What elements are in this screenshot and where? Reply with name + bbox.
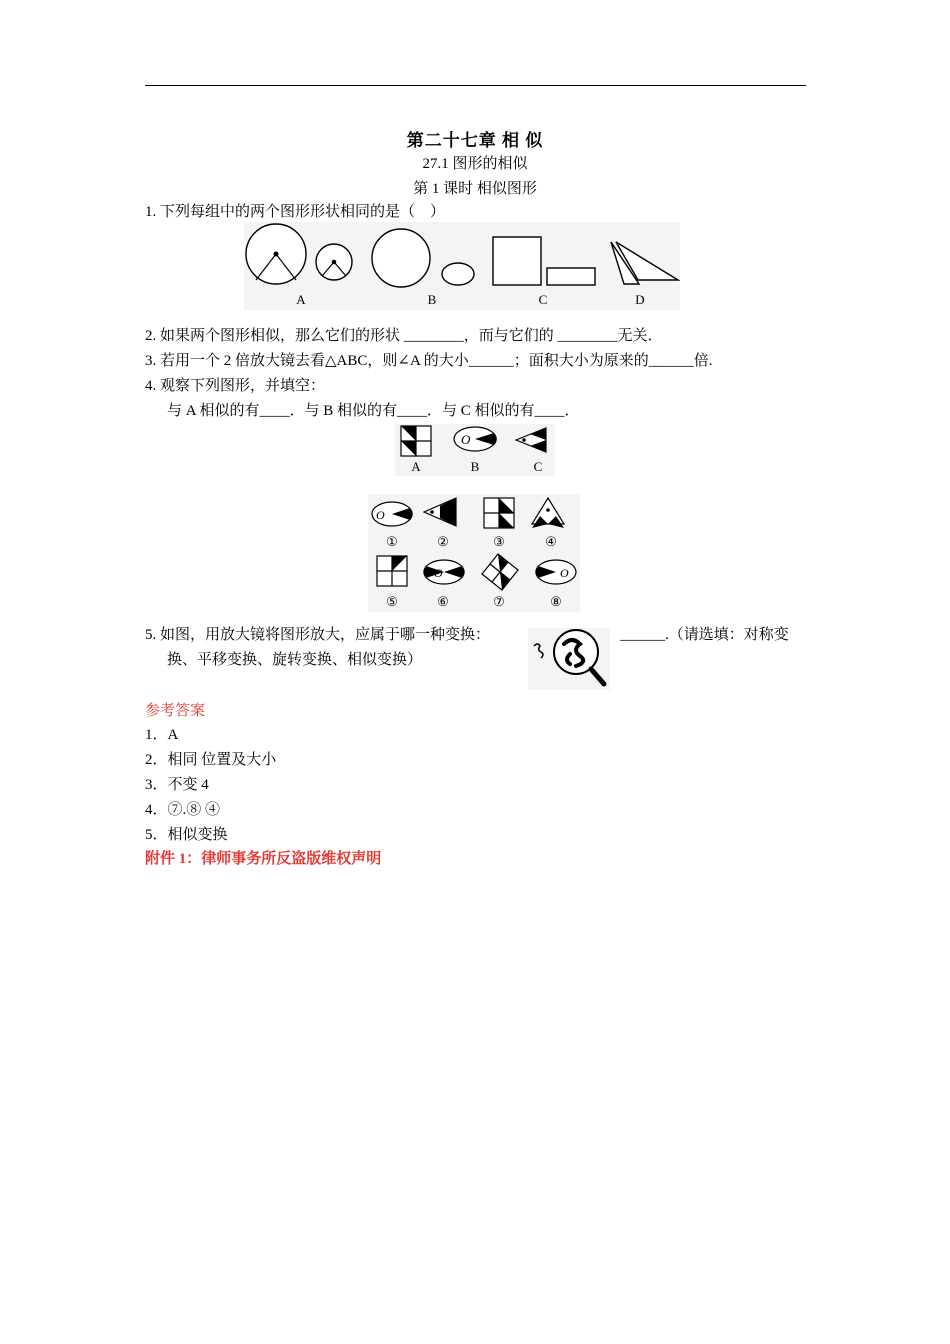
q4-figure-6-o: O	[434, 566, 443, 580]
section-title: 27.1 图形的相似	[422, 156, 528, 172]
question-4-fill-line: 与 A 相似的有____．与 B 相似的有____．与 C 相似的有____．	[167, 403, 580, 419]
answer-4: 4．⑦.⑧ ④	[145, 802, 221, 818]
magnifier-figure	[528, 628, 610, 690]
q4-label-5: ⑤	[386, 594, 398, 609]
question-5-options: 换、平移变换、旋转变换、相似变换）	[167, 652, 423, 668]
q4-ref-label-a: A	[411, 459, 421, 474]
q4-ref-label-b: B	[470, 459, 480, 474]
q1-figure	[244, 222, 680, 310]
question-5: 5. 如图，用放大镜将图形放大，应属于哪一种变换：	[145, 627, 491, 643]
question-4: 4. 观察下列图形，并填空：	[145, 378, 326, 394]
answers-heading: 参考答案	[145, 703, 206, 719]
q1-label-b: B	[427, 292, 437, 307]
large-circle-center	[274, 252, 279, 257]
small-circle-center	[332, 260, 337, 265]
ellipse-b-shape	[442, 263, 474, 285]
q4-ref-a	[401, 426, 431, 456]
chapter-title: 第二十七章 相 似	[406, 131, 544, 150]
q4-label-6: ⑥	[437, 594, 449, 609]
q4-label-4: ④	[545, 534, 557, 549]
q1-label-c: C	[538, 292, 548, 307]
lesson-title: 第 1 课时 相似图形	[413, 181, 537, 197]
q4-label-3: ③	[493, 534, 505, 549]
q4-label-8: ⑧	[550, 594, 562, 609]
question-1: 1. 下列每组中的两个图形形状相同的是（ ）	[145, 204, 446, 220]
question-3: 3. 若用一个 2 倍放大镜去看△ABC，则∠A 的大小______；面积大小为原来的______倍.	[145, 353, 713, 369]
q4-label-2: ②	[437, 534, 449, 549]
q4-reference-figures	[395, 424, 555, 476]
q1-label-d: D	[635, 292, 645, 307]
answer-3: 3．不变 4	[145, 777, 209, 793]
q4-ref-b-o: O	[461, 432, 471, 447]
circle-b-shape	[372, 229, 430, 287]
answer-5: 5．相似变换	[145, 827, 228, 843]
q4-figure-6	[423, 560, 464, 584]
top-rule	[145, 85, 806, 86]
q4-candidate-figures	[368, 494, 580, 612]
q1-label-a: A	[296, 292, 306, 307]
q4-ref-label-c: C	[533, 459, 543, 474]
answer-1: 1．A	[145, 727, 179, 743]
q4-figure-8	[535, 560, 576, 584]
q4-figure-1-o: O	[376, 508, 385, 522]
question-5-blank: ______.（请选填：对称变	[620, 627, 789, 643]
square-c-shape	[493, 237, 541, 285]
q4-label-7: ⑦	[493, 594, 505, 609]
q4-figure-3	[484, 498, 514, 528]
q4-figure-8-o: O	[560, 566, 569, 580]
question-2: 2. 如果两个图形相似，那么它们的形状 ________，而与它们的 ________无关．	[145, 328, 663, 344]
answer-2: 2．相同 位置及大小	[145, 752, 277, 768]
q4-label-1: ①	[386, 534, 398, 549]
q4-figure-5	[377, 556, 407, 586]
appendix-link[interactable]: 附件 1：律师事务所反盗版维权声明	[145, 851, 382, 867]
rectangle-c-shape	[547, 268, 595, 285]
q4-ref-b	[454, 427, 497, 451]
q4-figure-1	[372, 502, 413, 526]
